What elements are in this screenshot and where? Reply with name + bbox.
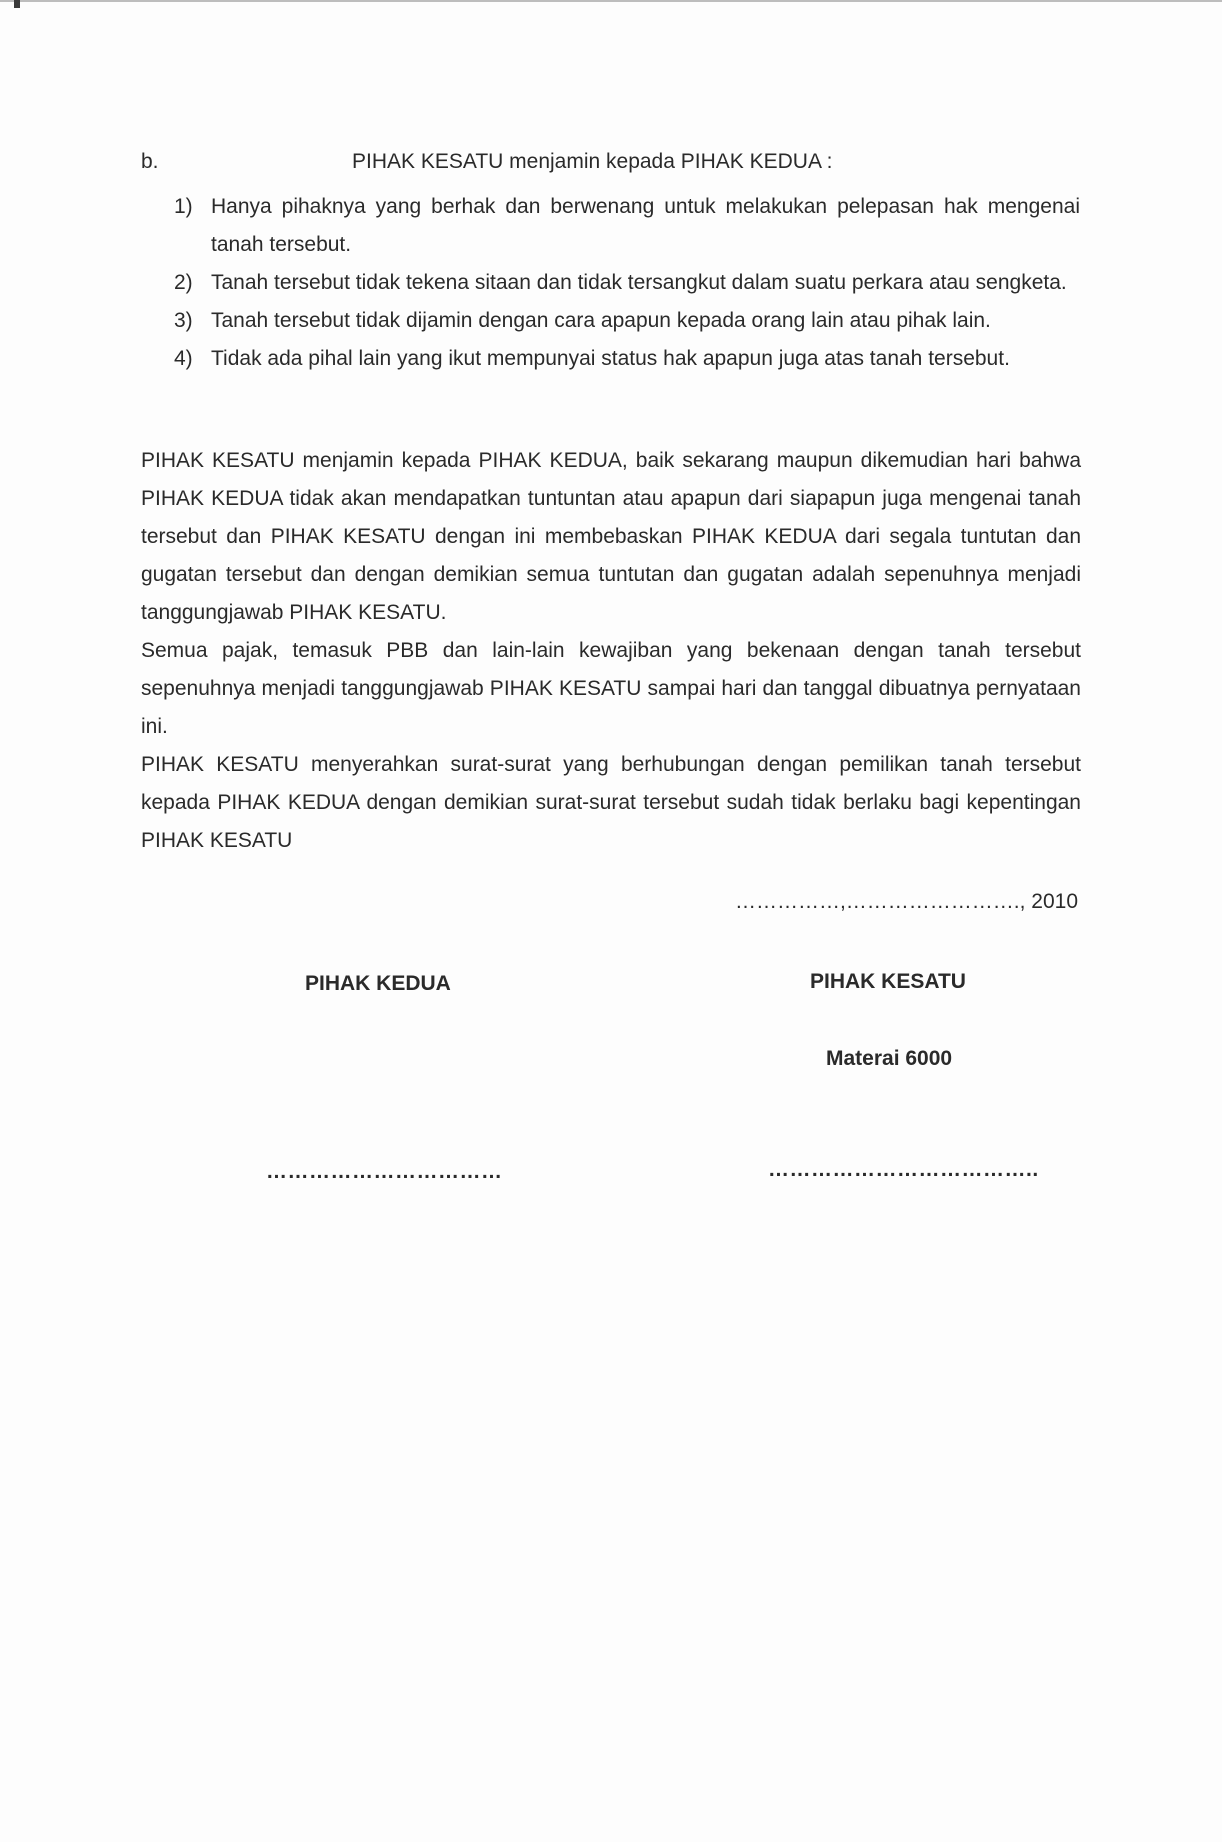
paragraph-taxes: Semua pajak, temasuk PBB dan lain-lain kewajiban yang bekenaan dengan tanah tersebut sepenuhnya menjadi tanggungjawab PIHAK KESATU sampai hari dan tanggal dibuatnya pernyataan ini.: [141, 639, 1081, 738]
list-item-number: 3): [174, 309, 193, 332]
list-item-text: Tanah tersebut tidak tekena sitaan dan tidak tersangkut dalam suatu perkara atau sengketa.: [211, 271, 1067, 294]
guarantee-list: [174, 188, 1080, 378]
section-marker: b.: [141, 150, 159, 173]
list-item: [174, 264, 1080, 302]
list-item-text: Hanya pihaknya yang berhak dan berwenang untuk melakukan pelepasan hak mengenai tanah tersebut.: [211, 195, 1080, 256]
place-date-line: ……………,……………………., 2010: [734, 890, 1078, 913]
list-item-number: 4): [174, 347, 193, 370]
list-item-number: 2): [174, 271, 193, 294]
signature-line-first-party: ………………………………..: [768, 1158, 1039, 1181]
list-item-text: Tidak ada pihal lain yang ikut mempunyai status hak apapun juga atas tanah tersebut.: [211, 347, 1010, 370]
stamp-duty-label: Materai 6000: [826, 1047, 953, 1070]
list-item-text: Tanah tersebut tidak dijamin dengan cara apapun kepada orang lain atau pihak lain.: [211, 309, 991, 332]
section-heading: PIHAK KESATU menjamin kepada PIHAK KEDUA :: [352, 150, 833, 173]
signature-line-second-party: ……………………………: [266, 1160, 503, 1183]
body-paragraphs: [141, 442, 1081, 860]
list-item: [174, 188, 1080, 264]
paragraph-guarantee: PIHAK KESATU menjamin kepada PIHAK KEDUA, baik sekarang maupun dikemudian hari bahwa PIHAK KEDUA tidak akan mendapatkan tuntuntan atau apapun dari siapapun juga mengenai tanah tersebut dan PIHAK KESATU dengan ini membebaskan PIHAK KEDUA dari segala tuntutan dan gugatan tersebut dan dengan demikian semua tuntutan dan gugatan adalah sepenuhnya menjadi tanggungjawab PIHAK KESATU.: [141, 449, 1081, 624]
list-item: [174, 340, 1080, 378]
paragraph-documents: PIHAK KESATU menyerahkan surat-surat yang berhubungan dengan pemilikan tanah tersebut kepada PIHAK KEDUA dengan demikian surat-surat tersebut sudah tidak berlaku bagi kepentingan PIHAK KESATU: [141, 753, 1081, 852]
scan-top-edge: [0, 0, 1222, 2]
scan-corner-mark: [14, 0, 20, 8]
signature-title-first-party: PIHAK KESATU: [810, 970, 966, 993]
list-item-number: 1): [174, 195, 193, 218]
signature-title-second-party: PIHAK KEDUA: [305, 972, 451, 995]
list-item: [174, 302, 1080, 340]
